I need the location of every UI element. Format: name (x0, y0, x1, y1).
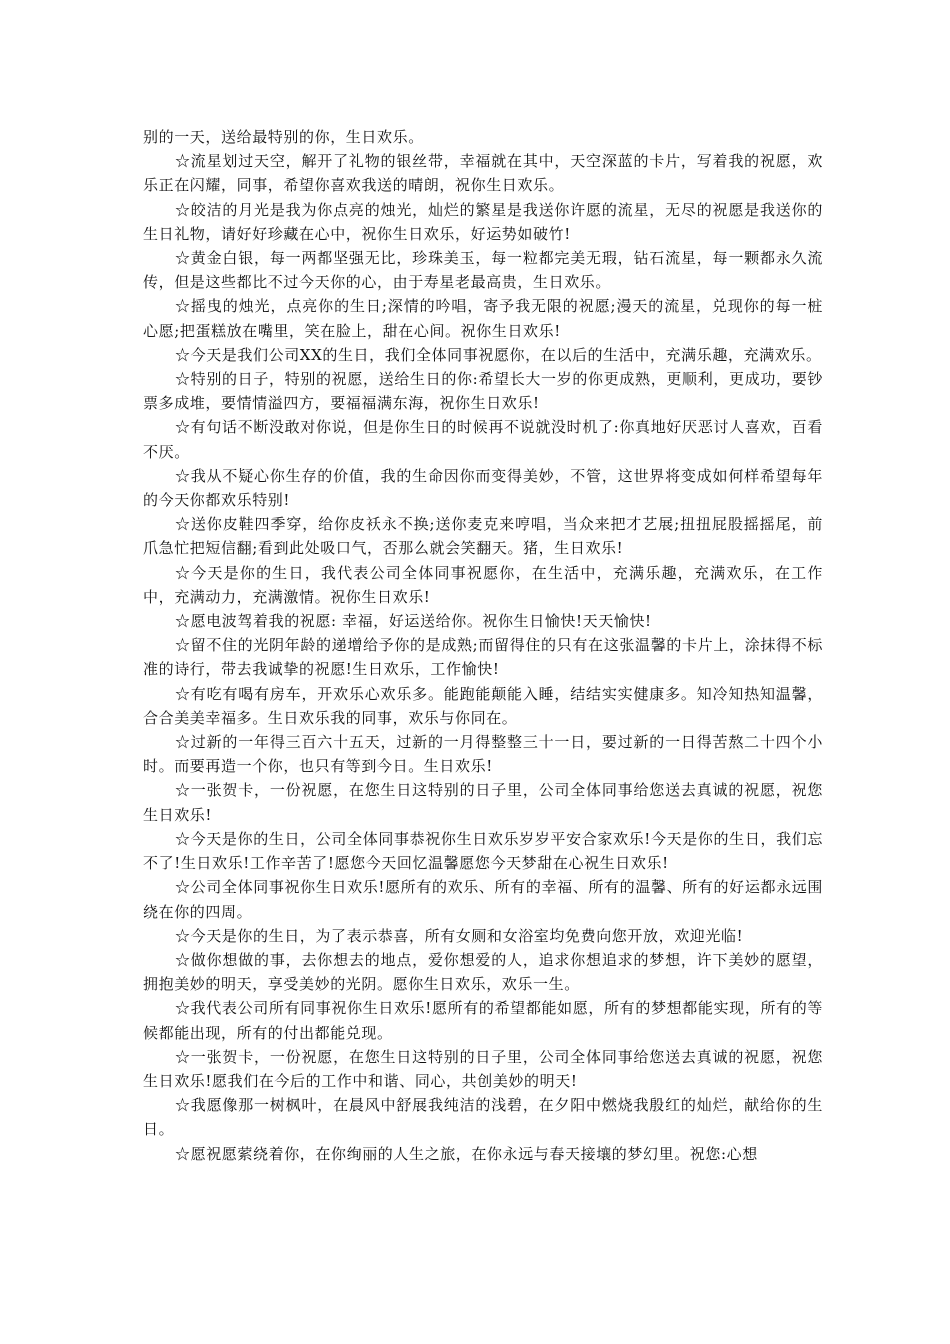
document-body (143, 125, 823, 1166)
paragraph: ☆今天是你的生日，我代表公司全体同事祝愿你，在生活中，充满乐趣，充满欢乐，在工作中，充满动力，充满激情。祝你生日欢乐! (143, 563, 823, 606)
paragraph: ☆公司全体同事祝你生日欢乐!愿所有的欢乐、所有的幸福、所有的温馨、所有的好运都永远围绕在你的四周。 (143, 878, 823, 921)
paragraph: ☆我代表公司所有同事祝你生日欢乐!愿所有的希望都能如愿，所有的梦想都能实现，所有的等候都能出现，所有的付出都能兑现。 (143, 999, 823, 1042)
paragraph: ☆送你皮鞋四季穿，给你皮袄永不换;送你麦克来哼唱，当众来把才艺展;扭扭屁股摇摇尾，前爪急忙把短信翻;看到此处吸口气，否那么就会笑翻天。猪，生日欢乐! (143, 515, 823, 558)
paragraph: ☆有句话不断没敢对你说，但是你生日的时候再不说就没时机了:你真地好厌恶讨人喜欢，百看不厌。 (143, 418, 823, 461)
paragraph: ☆今天是我们公司XX的生日，我们全体同事祝愿你，在以后的生活中，充满乐趣，充满欢乐。 (175, 345, 822, 364)
paragraph: ☆特别的日子，特别的祝愿，送给生日的你:希望长大一岁的你更成熟，更顺利，更成功，要钞票多成堆，要情情溢四方，要福福满东海，祝你生日欢乐! (143, 370, 823, 413)
paragraph: 别的一天，送给最特别的你，生日欢乐。 (143, 128, 424, 146)
paragraph: ☆一张贺卡，一份祝愿，在您生日这特别的日子里，公司全体同事给您送去真诚的祝愿，祝您生日欢乐!愿我们在今后的工作中和谐、同心，共创美妙的明天! (143, 1047, 823, 1090)
paragraph: ☆愿电波驾着我的祝愿: 幸福，好运送给你。祝你生日愉快!天天愉快! (175, 612, 652, 631)
paragraph: ☆皎洁的月光是我为你点亮的烛光，灿烂的繁星是我送你许愿的流星，无尽的祝愿是我送你的生日礼物，请好好珍藏在心中，祝你生日欢乐，好运势如破竹! (143, 200, 823, 243)
paragraph: ☆一张贺卡，一份祝愿，在您生日这特别的日子里，公司全体同事给您送去真诚的祝愿，祝您生日欢乐! (143, 781, 823, 824)
paragraph: ☆流星划过天空，解开了礼物的银丝带，幸福就在其中，天空深蓝的卡片，写着我的祝愿，欢乐正在闪耀，同事，希望你喜欢我送的晴朗，祝你生日欢乐。 (143, 152, 823, 195)
paragraph: ☆摇曳的烛光，点亮你的生日;深情的吟唱，寄予我无限的祝愿;漫天的流星，兑现你的每一桩心愿;把蛋糕放在嘴里，笑在脸上，甜在心间。祝你生日欢乐! (143, 297, 823, 340)
paragraph: ☆今天是你的生日，为了表示恭喜，所有女厕和女浴室均免费向您开放，欢迎光临! (175, 926, 744, 945)
paragraph: ☆愿祝愿萦绕着你，在你绚丽的人生之旅，在你永远与春天接壤的梦幻里。祝您:心想 (175, 1144, 758, 1163)
paragraph: ☆留不住的光阴年龄的递增给予你的是成熟;而留得住的只有在这张温馨的卡片上，涂抹得不标准的诗行，带去我诚挚的祝愿!生日欢乐，工作愉快! (143, 636, 823, 679)
paragraph: ☆有吃有喝有房车，开欢乐心欢乐多。能跑能颠能入睡，结结实实健康多。知冷知热知温馨，合合美美幸福多。生日欢乐我的同事，欢乐与你同在。 (143, 684, 823, 727)
paragraph: ☆过新的一年得三百六十五天，过新的一月得整整三十一日，要过新的一日得苦熬二十四个小时。而要再造一个你，也只有等到今日。生日欢乐! (143, 733, 823, 776)
paragraph: ☆黄金白银，每一两都坚强无比，珍珠美玉，每一粒都完美无瑕，钻石流星，每一颗都永久流传，但是这些都比不过今天你的心，由于寿星老最高贵，生日欢乐。 (143, 249, 823, 292)
paragraph: ☆我从不疑心你生存的价值，我的生命因你而变得美妙，不管，这世界将变成如何样希望每年的今天你都欢乐特别! (143, 466, 823, 510)
paragraph: ☆今天是你的生日，公司全体同事恭祝你生日欢乐岁岁平安合家欢乐!今天是你的生日，我们忘不了!生日欢乐!工作辛苦了!愿您今天回忆温馨愿您今天梦甜在心祝生日欢乐! (143, 829, 823, 873)
paragraph: ☆做你想做的事，去你想去的地点，爱你想爱的人，追求你想追求的梦想，许下美妙的愿望，拥抱美妙的明天，享受美妙的光阴。愿你生日欢乐，欢乐一生。 (143, 950, 823, 994)
paragraph: ☆我愿像那一树枫叶，在晨风中舒展我纯洁的浅碧，在夕阳中燃烧我殷红的灿烂，献给你的生日。 (143, 1096, 823, 1139)
